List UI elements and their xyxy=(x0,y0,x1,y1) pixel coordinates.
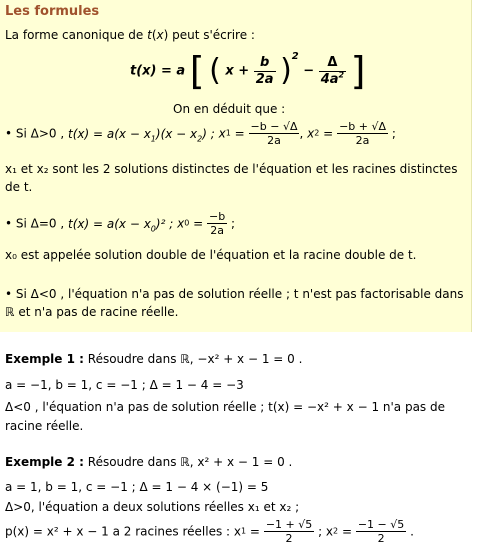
fraction-b-2a: $\frac{b}{2a}$ xyxy=(255,54,274,87)
example-2-heading: Exemple 2 : Résoudre dans ℝ, x² + x − 1 = 0 . xyxy=(5,455,293,469)
example-2-line2: Δ>0, l'équation a deux solutions réelles x₁ et x₂ ; xyxy=(5,500,300,514)
x2-fraction: $\frac{-b + √\Delta}{2a}$ xyxy=(339,120,387,147)
canonical-formula: t(x) = a [ ( x + $\frac{b}{2a}$ )$^2$ − $\frac{\Delta}{4a^2}$ ] xyxy=(130,49,366,93)
x1-fraction: $\frac{-b - √\Delta}{2a}$ xyxy=(250,120,298,147)
example-2-roots: p(x) = x² + x − 1 a 2 racines réelles : x1 = $\frac{-1 + √5}{2}$ ; x2 = $\frac{-1 - √5}{2}$ . xyxy=(5,518,414,545)
ex2-x2-fraction: $\frac{-1 - √5}{2}$ xyxy=(357,518,405,545)
intro-text: La forme canonique de t(x) peut s'écrire : xyxy=(5,28,255,42)
example-1-conclusion: Δ<0 , l'équation n'a pas de solution réelle ; t(x) = −x² + x − 1 n'a pas de racine réelle. xyxy=(5,400,445,433)
section-title: Les formules xyxy=(5,4,100,19)
ex2-x1-fraction: $\frac{-1 + √5}{2}$ xyxy=(265,518,313,545)
example-1-coefficients: a = −1, b = 1, c = −1 ; Δ = 1 − 4 = −3 xyxy=(5,378,244,392)
x0-fraction: $\frac{-b}{2a}$ xyxy=(209,210,226,237)
fraction-delta-4a2: $\frac{\Delta}{4a^2}$ xyxy=(320,54,345,87)
case-zero-explanation: x₀ est appelée solution double de l'équation et la racine double de t. xyxy=(5,248,417,262)
deduce-text: On en déduit que : xyxy=(173,102,286,116)
example-2-coefficients: a = 1, b = 1, c = −1 ; Δ = 1 − 4 × (−1) = 5 xyxy=(5,480,269,494)
case-positive-explanation: x₁ et x₂ sont les 2 solutions distinctes de l'équation et les racines distinctes de t. xyxy=(5,162,458,194)
example-1-heading: Exemple 1 : Résoudre dans ℝ, −x² + x − 1 = 0 . xyxy=(5,352,303,366)
case-positive-line: • Si Δ>0 , $t(x) = a(x - x_1)(x - x_2)$ ; x1 = $\frac{-b - √\Delta}{2a}$ , x2 = $\frac{-b + √\Delta}{2a}$ ; xyxy=(5,120,396,147)
case-zero-line: • Si Δ=0 , $t(x) = a(x - x_0)^2$ ; x0 = $\frac{-b}{2a}$ ; xyxy=(5,210,236,237)
case-negative-text: • Si Δ<0 , l'équation n'a pas de solution réelle ; t n'est pas factorisable dans ℝ et n'a pas de racine réelle. xyxy=(5,287,464,319)
